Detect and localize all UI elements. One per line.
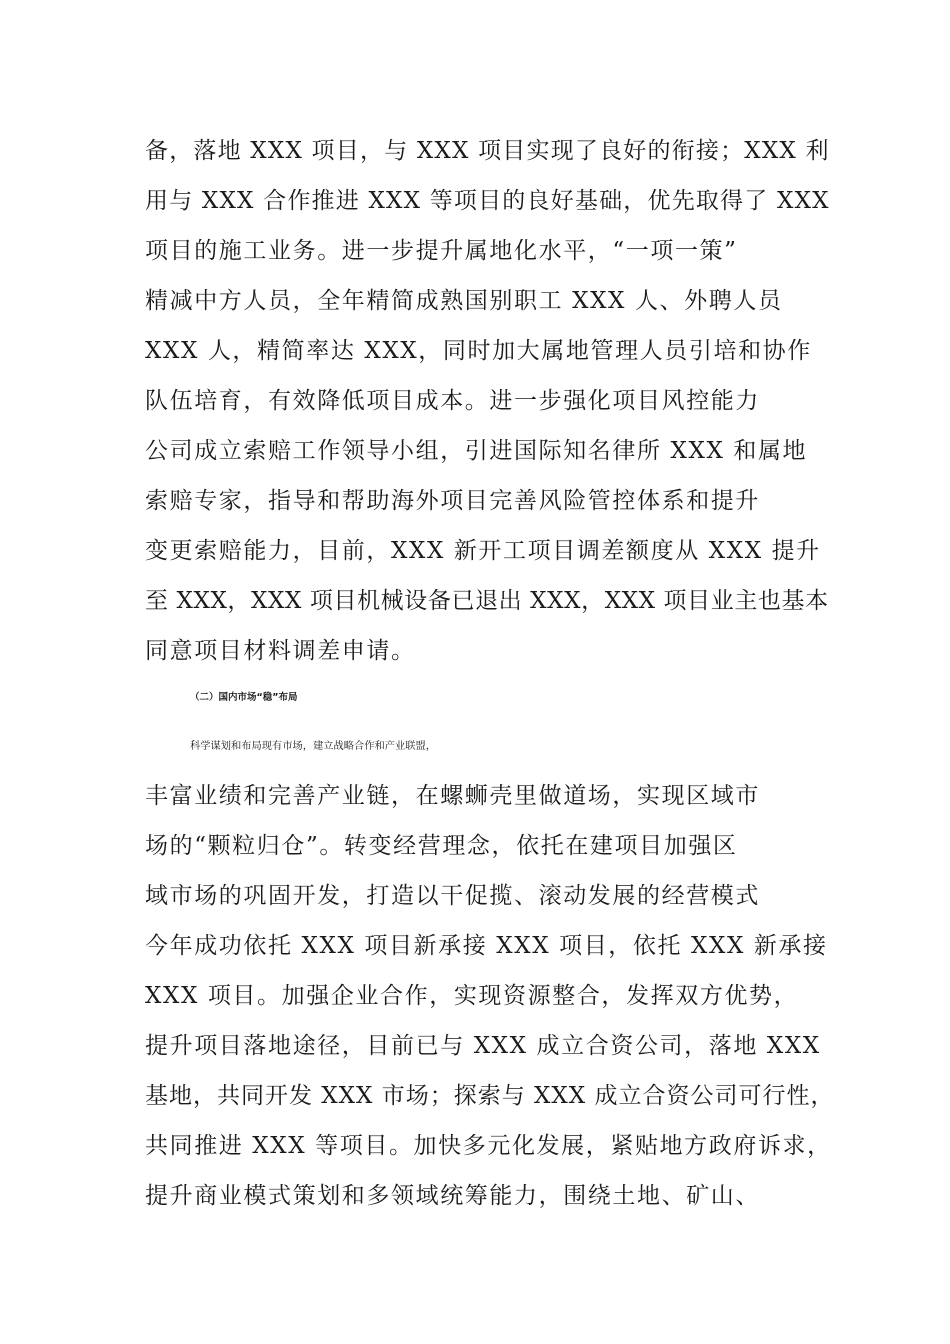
paragraph-line: 索赔专家，指导和帮助海外项目完善风险管控体系和提升 <box>145 488 760 514</box>
paragraph-line: 项目的施工业务。进一步提升属地化水平，“一项一策” <box>145 238 738 264</box>
paragraph-line: 精减中方人员，全年精简成熟国别职工 XXX 人、外聘人员 <box>145 288 783 314</box>
paragraph-line: 场的“颗粒归仓”。转变经营理念，依托在建项目加强区 <box>145 833 738 859</box>
paragraph-line: 提升商业模式策划和多领域统筹能力，围绕土地、矿山、 <box>145 1183 760 1209</box>
paragraph-line: 域市场的巩固开发，打造以干促揽、滚动发展的经营模式 <box>145 883 760 909</box>
paragraph-line: 丰富业绩和完善产业链，在螺蛳壳里做道场，实现区域市 <box>145 783 760 809</box>
paragraph-line: 同意项目材料调差申请。 <box>145 638 416 664</box>
paragraph-line: 备，落地 XXX 项目，与 XXX 项目实现了良好的衔接；XXX 利 <box>145 138 830 164</box>
section-heading: （二）国内市场“稳”布局 <box>190 692 298 703</box>
paragraph-line: 队伍培育，有效降低项目成本。进一步强化项目风控能力 <box>145 388 760 414</box>
paragraph-line: XXX 人，精简率达 XXX，同时加大属地管理人员引培和协作 <box>145 338 812 364</box>
paragraph-line: 变更索赔能力，目前，XXX 新开工项目调差额度从 XXX 提升 <box>145 538 821 564</box>
paragraph-line: 基地，共同开发 XXX 市场；探索与 XXX 成立合资公司可行性， <box>145 1083 835 1109</box>
paragraph-line: 至 XXX，XXX 项目机械设备已退出 XXX，XXX 项目业主也基本 <box>145 588 829 614</box>
paragraph-line: 用与 XXX 合作推进 XXX 等项目的良好基础，优先取得了 XXX <box>145 188 830 214</box>
paragraph-line: XXX 项目。加强企业合作，实现资源整合，发挥双方优势， <box>145 983 799 1009</box>
paragraph-line: 公司成立索赔工作领导小组，引进国际知名律所 XXX 和属地 <box>145 438 808 464</box>
paragraph-line: 今年成功依托 XXX 项目新承接 XXX 项目，依托 XXX 新承接 <box>145 933 828 959</box>
paragraph-line: 提升项目落地途径，目前已与 XXX 成立合资公司，落地 XXX <box>145 1033 821 1059</box>
paragraph-line: 共同推进 XXX 等项目。加快多元化发展，紧贴地方政府诉求， <box>145 1133 832 1159</box>
paragraph-line: 科学谋划和布局现有市场，建立战略合作和产业联盟， <box>190 740 437 752</box>
